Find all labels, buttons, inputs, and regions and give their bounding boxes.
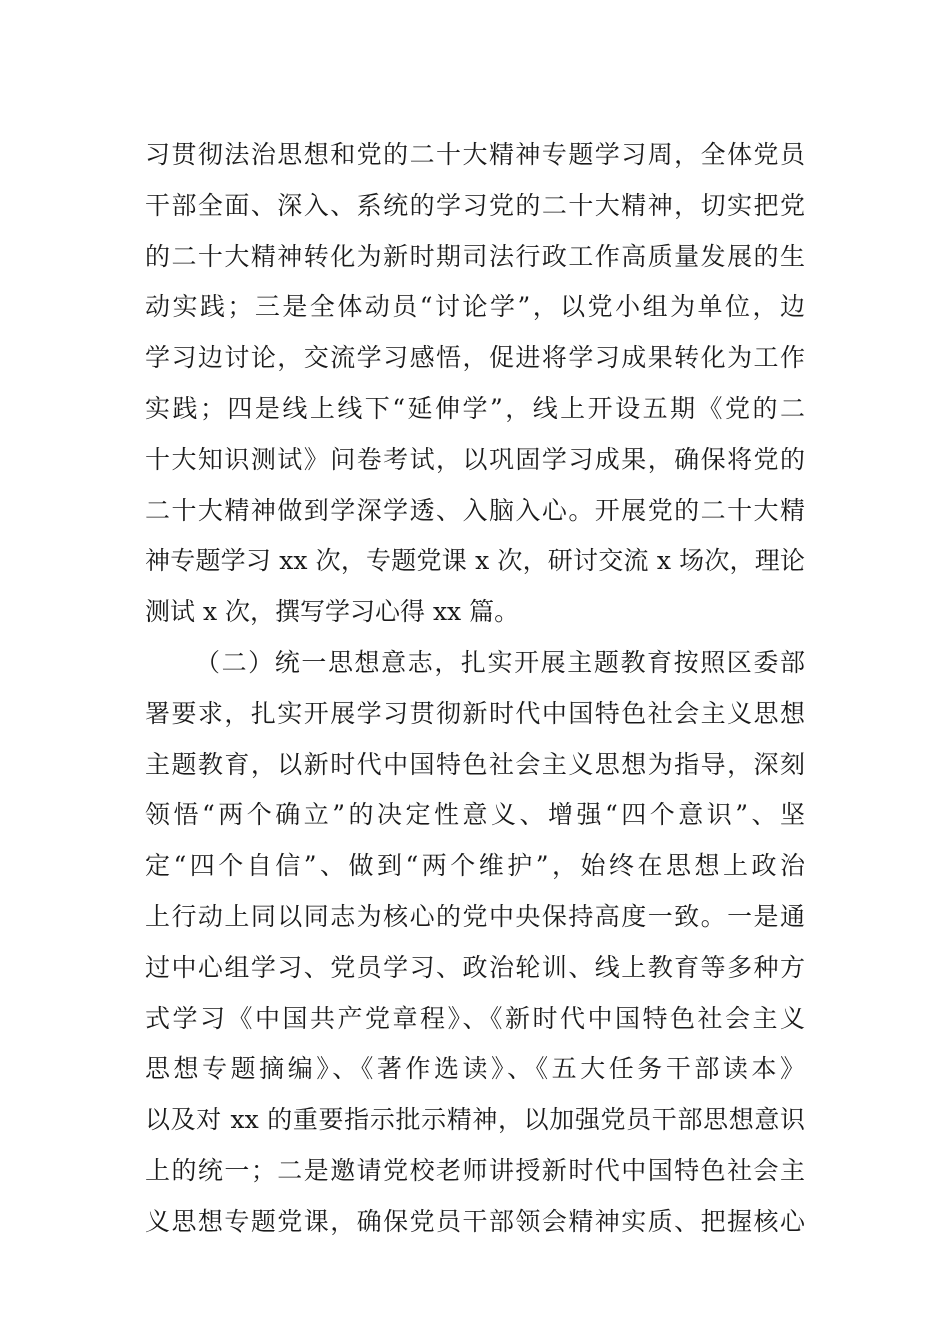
- text-line: 署要求，扎实开展学习贯彻新时代中国特色社会主义思想: [145, 698, 805, 728]
- text-line: 神专题学习 xx 次，专题党课 x 次，研讨交流 x 场次，理论: [145, 546, 805, 576]
- text-line: 式学习《中国共产党章程》、《新时代中国特色社会主义: [145, 1003, 805, 1033]
- text-line: 二十大精神做到学深学透、入脑入心。开展党的二十大精: [145, 495, 805, 525]
- text-line: 定“四个自信”、做到“两个维护”，始终在思想上政治: [145, 851, 805, 881]
- text-line: 测试 x 次，撰写学习心得 xx 篇。: [145, 597, 520, 627]
- text-line: 过中心组学习、党员学习、政治轮训、线上教育等多种方: [145, 952, 805, 982]
- text-line: 实践；四是线上线下“延伸学”，线上开设五期《党的二: [145, 393, 805, 423]
- text-line: 以及对 xx 的重要指示批示精神，以加强党员干部思想意识: [145, 1105, 805, 1135]
- document-body: [145, 130, 805, 1248]
- text-line: 干部全面、深入、系统的学习党的二十大精神，切实把党: [145, 190, 805, 220]
- text-line: 领悟“两个确立”的决定性意义、增强“四个意识”、坚: [145, 800, 805, 830]
- text-line: 学习边讨论，交流学习感悟，促进将学习成果转化为工作: [145, 343, 805, 373]
- text-line: 上行动上同以同志为核心的党中央保持高度一致。一是通: [145, 901, 805, 931]
- text-line: 主题教育，以新时代中国特色社会主义思想为指导，深刻: [145, 749, 805, 779]
- text-line: 义思想专题党课，确保党员干部领会精神实质、把握核心: [145, 1206, 805, 1236]
- text-line: 上的统一；二是邀请党校老师讲授新时代中国特色社会主: [145, 1155, 805, 1185]
- text-line: 思想专题摘编》、《著作选读》、《五大任务干部读本》: [145, 1054, 805, 1084]
- text-line: 十大知识测试》问卷考试，以巩固学习成果，确保将党的: [145, 444, 805, 474]
- text-line: 习贯彻法治思想和党的二十大精神专题学习周，全体党员: [145, 140, 805, 169]
- text-line: 的二十大精神转化为新时期司法行政工作高质量发展的生: [145, 241, 805, 271]
- section-heading-line: （二）统一思想意志，扎实开展主题教育按照区委部: [195, 647, 805, 677]
- text-line: 动实践；三是全体动员“讨论学”，以党小组为单位，边: [145, 292, 805, 322]
